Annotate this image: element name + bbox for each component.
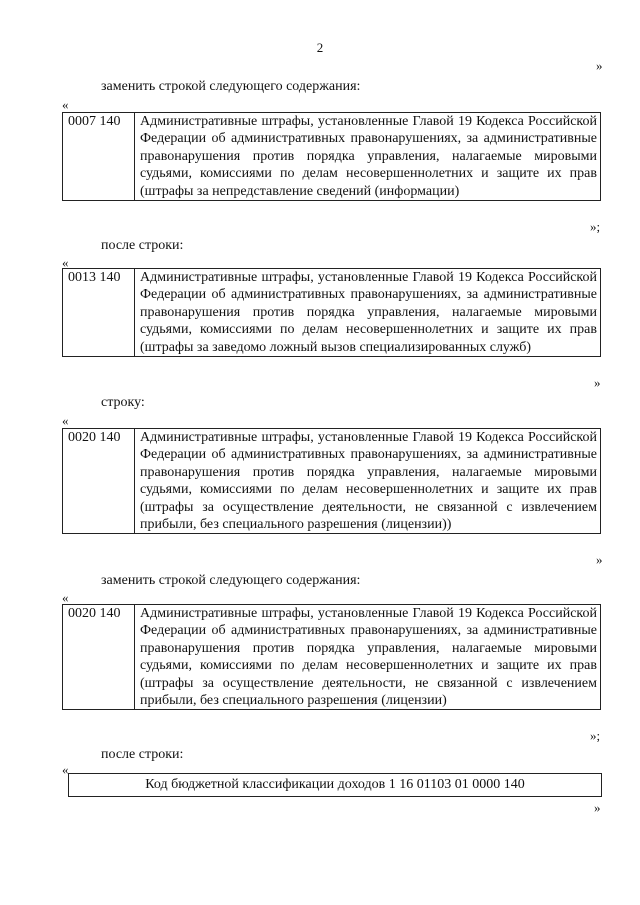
table-row (63, 269, 601, 357)
table-row (63, 113, 601, 201)
row-description: Административные штрафы, установленные Главой 19 Кодекса Российской Федерации об административных правонарушениях, за административные правонарушения против порядка управления, налагаемые мировыми судьями, комиссиями по делам несовершеннолетних и защите их прав (штрафы за осуществление деятельности, не связанной с извлечением прибыли, без специального разрешения (лицензии)) (135, 429, 601, 534)
row-description: Административные штрафы, установленные Главой 19 Кодекса Российской Федерации об административных правонарушениях, за административные правонарушения против порядка управления, налагаемые мировыми судьями, комиссиями по делам несовершеннолетних и защите их прав (штрафы за непредставление сведений (информации) (135, 113, 601, 201)
quote-close-semicolon: »; (590, 728, 601, 743)
row-description: Административные штрафы, установленные Главой 19 Кодекса Российской Федерации об административных правонарушениях, за административные правонарушения против порядка управления, налагаемые мировыми судьями, комиссиями по делам несовершеннолетних и защите их прав (штрафы за осуществление деятельности, не связанной с извлечением прибыли, без специального разрешения (лицензии) (135, 605, 601, 710)
budget-code-box: Код бюджетной классификации доходов 1 16 01103 01 0000 140 (68, 773, 602, 797)
phrase-after-line: после строки: (101, 238, 184, 253)
phrase-line: строку: (101, 395, 145, 410)
classification-table-3 (62, 428, 601, 534)
quote-close-semicolon: »; (590, 219, 601, 234)
quote-open: « (62, 590, 69, 605)
quote-open: « (62, 255, 69, 270)
phrase-after-line: после строки: (101, 747, 184, 762)
quote-close: » (594, 800, 601, 815)
classification-table-1 (62, 112, 601, 201)
table-row (63, 429, 601, 534)
row-code: 0013 140 (63, 269, 135, 357)
table-row (63, 605, 601, 710)
quote-open: « (62, 413, 69, 428)
row-code: 0007 140 (63, 113, 135, 201)
page-number: 2 (316, 40, 324, 55)
row-code: 0020 140 (63, 429, 135, 534)
quote-open: « (62, 97, 69, 112)
row-description: Административные штрафы, установленные Главой 19 Кодекса Российской Федерации об административных правонарушениях, за административные правонарушения против порядка управления, налагаемые мировыми судьями, комиссиями по делам несовершеннолетних и защите их прав (штрафы за заведомо ложный вызов специализированных служб) (135, 269, 601, 357)
phrase-replace-with: заменить строкой следующего содержания: (101, 573, 361, 588)
phrase-replace-with: заменить строкой следующего содержания: (101, 79, 361, 94)
quote-close: » (594, 375, 601, 390)
classification-table-4 (62, 604, 601, 710)
quote-close: » (596, 552, 603, 567)
classification-table-2 (62, 268, 601, 357)
quote-open: « (62, 762, 69, 777)
quote-close: » (596, 58, 603, 73)
row-code: 0020 140 (63, 605, 135, 710)
